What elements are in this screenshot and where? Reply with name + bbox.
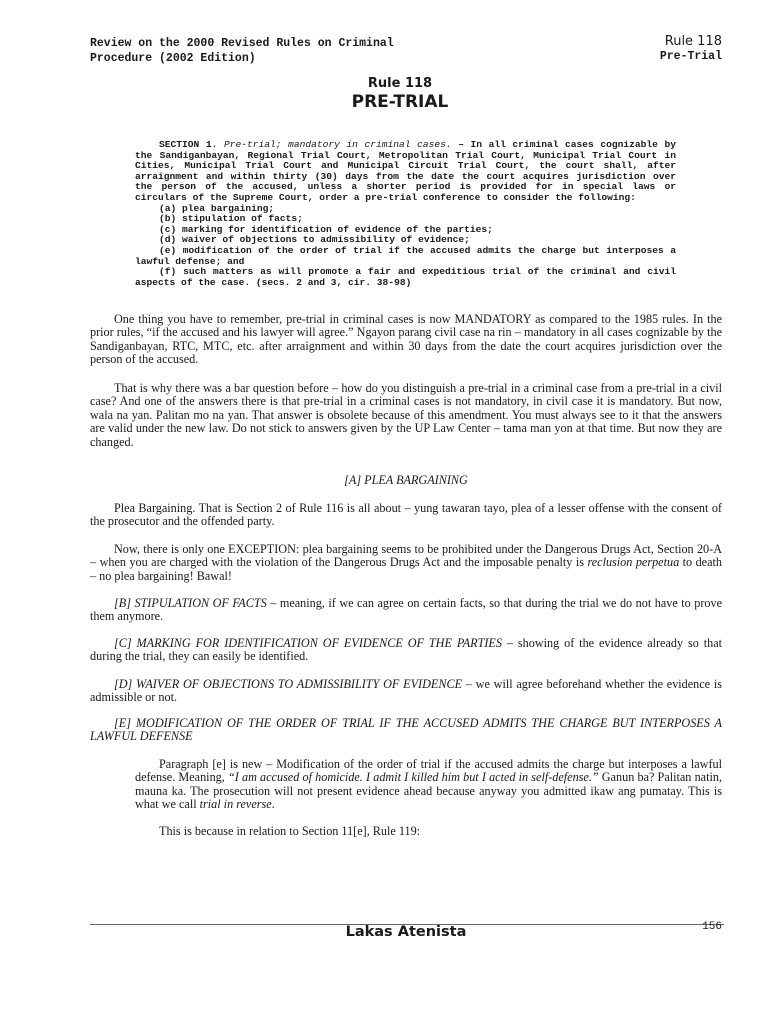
section-item: (a) plea bargaining; [159,202,275,214]
commentary-paragraph [90,313,722,367]
section-intro-text: – In all criminal cases cognizable by the Sandiganbayan, Regional Trial Court, Metropolitan Trial Court, Municipal Trial Court in Cities, Municipal Trial Court and Municipal Circuit Trial Court, the court shall, after arraignment and within thirty (30) days from the date the court acquires jurisdiction over the person of the accused, unless a shorter period is provided for in special laws or circulars of the Supreme Court, order a pre-trial conference to consider the following: [135,139,677,203]
text-run: – we will agree beforehand whether the evidence is admissible or not. [90,677,722,705]
emphasis-text: “I am accused of homicide. I admit I killed him but I acted in self-defense.” [227,770,599,785]
emphasis-text: trial in reverse [199,797,272,812]
paragraph-waiver [90,678,722,705]
commentary-paragraph [90,717,722,744]
section-item: (e) modification of the order of trial if the accused admits the charge but interposes a lawful defense; and [135,244,676,267]
paragraph-modification [135,758,722,812]
header-rule-name: Pre-Trial [659,50,722,63]
paragraph-marking [90,637,722,664]
rule-heading: PRE-TRIAL [351,92,449,112]
item-c-heading: [C] MARKING FOR IDENTIFICATION OF EVIDENCE OF THE PARTIES [114,636,502,650]
footer-title: Lakas Atenista [345,924,467,940]
text-run: . [271,797,275,812]
paragraph-mandatory: One thing you have to remember, pre-trial in criminal cases is now MANDATORY as compared to the 1985 rules. In the prior rules, “if the accused and his lawyer will agree.” Ngayon parang civil case na rin – mandatory in all cases cognizable by the Sandiganbayan, RTC, MTC, etc. after arraignment and within 30 days from the date the court acquires jurisdiction over the person of the accused. [90,312,722,367]
section-item: (b) stipulation of facts; [159,213,303,225]
plea-bargaining-heading-block [90,474,722,487]
text-run: – showing of the evidence already so that during the trial, they can easily be identified. [90,636,722,664]
rule-title: Rule 118 [367,76,433,91]
commentary-paragraph [90,678,722,705]
running-header-left [90,36,550,66]
header-title-line2: Procedure (2002 Edition) [90,52,256,65]
paragraph-plea-bargaining: Plea Bargaining. That is Section 2 of Rule 116 is all about – yung tawaran tayo, plea of a lesser offense with the consent of the prosecutor and the offended party. [90,501,722,529]
header-rule-number: Rule 118 [664,34,722,49]
page-number: 156 [702,921,722,933]
item-e-heading: [E] MODIFICATION OF THE ORDER OF TRIAL IF THE ACCUSED ADMITS THE CHARGE BUT INTERPOSES A LAWFUL DEFENSE [90,716,722,744]
header-title-line1: Review on the 2000 Revised Rules on Criminal [90,37,394,50]
text-run: Paragraph [e] is new – Modification of the order of trial if the accused admits the charge but interposes a lawful defense. Meaning, [135,757,722,785]
paragraph-stipulation [90,597,722,624]
commentary-paragraph [135,758,722,812]
paragraph-relation: This is because in relation to Section 11[e], Rule 119: [159,824,421,838]
section-item: (d) waiver of objections to admissibility of evidence; [159,234,470,246]
emphasis-text: reclusion perpetua [587,555,680,570]
paragraph-exception [90,543,722,583]
text-run: to death – no plea bargaining! Bawal! [90,555,722,583]
running-header-right [660,34,722,64]
commentary-paragraph [90,382,722,449]
commentary-paragraph [90,597,722,624]
section-item: (c) marking for identification of evidence of the parties; [159,223,493,235]
section-1-text [135,140,676,288]
paragraph-bar-question: That is why there was a bar question before – how do you distinguish a pre-trial in a criminal case from a pre-trial in a civil case? And one of the answers there is that pre-trial in a criminal cases is not mandatory, in civil case it is mandatory. But now, wala na yan. Palitan mo na yan. That answer is obsolete because of this amendment. You must always see to it that the answers are valid under the new law. Do not stick to answers given by the UP Law Center – tama man yon at that time. But now they are changed. [90,381,722,449]
text-run: – meaning, if we can agree on certain facts, so that during the trial we do not have to prove them anymore. [90,596,722,624]
commentary-paragraph [90,543,722,583]
section-heading: Pre-trial; mandatory in criminal cases. [223,139,452,150]
plea-bargaining-heading: [A] PLEA BARGAINING [344,473,468,487]
commentary-paragraph [135,825,722,838]
section-item: (f) such matters as will promote a fair and expeditious trial of the criminal and civil aspects of the case. (secs. 2 and 3, cir. 38-98) [135,266,676,288]
item-d-heading: [D] WAIVER OF OBJECTIONS TO ADMISSIBILITY OF EVIDENCE [114,677,463,691]
commentary-paragraph [90,502,722,529]
text-run: Now, there is only one EXCEPTION: plea bargaining seems to be prohibited under the Dangerous Drugs Act, Section 20-A – when you are charged with the violation of the Dangerous Drugs Act and the imposable penalty is [90,542,722,570]
section-1-intro [135,140,676,204]
text-run: Ganun ba? Palitan natin, mauna ka. The prosecution will not present evidence ahead because anyway you admitted ikaw ang pumatay. This is what we call [135,770,722,812]
section-label: SECTION 1. [159,139,218,150]
commentary-paragraph [90,637,722,664]
item-b-heading: [B] STIPULATION OF FACTS [114,596,267,610]
